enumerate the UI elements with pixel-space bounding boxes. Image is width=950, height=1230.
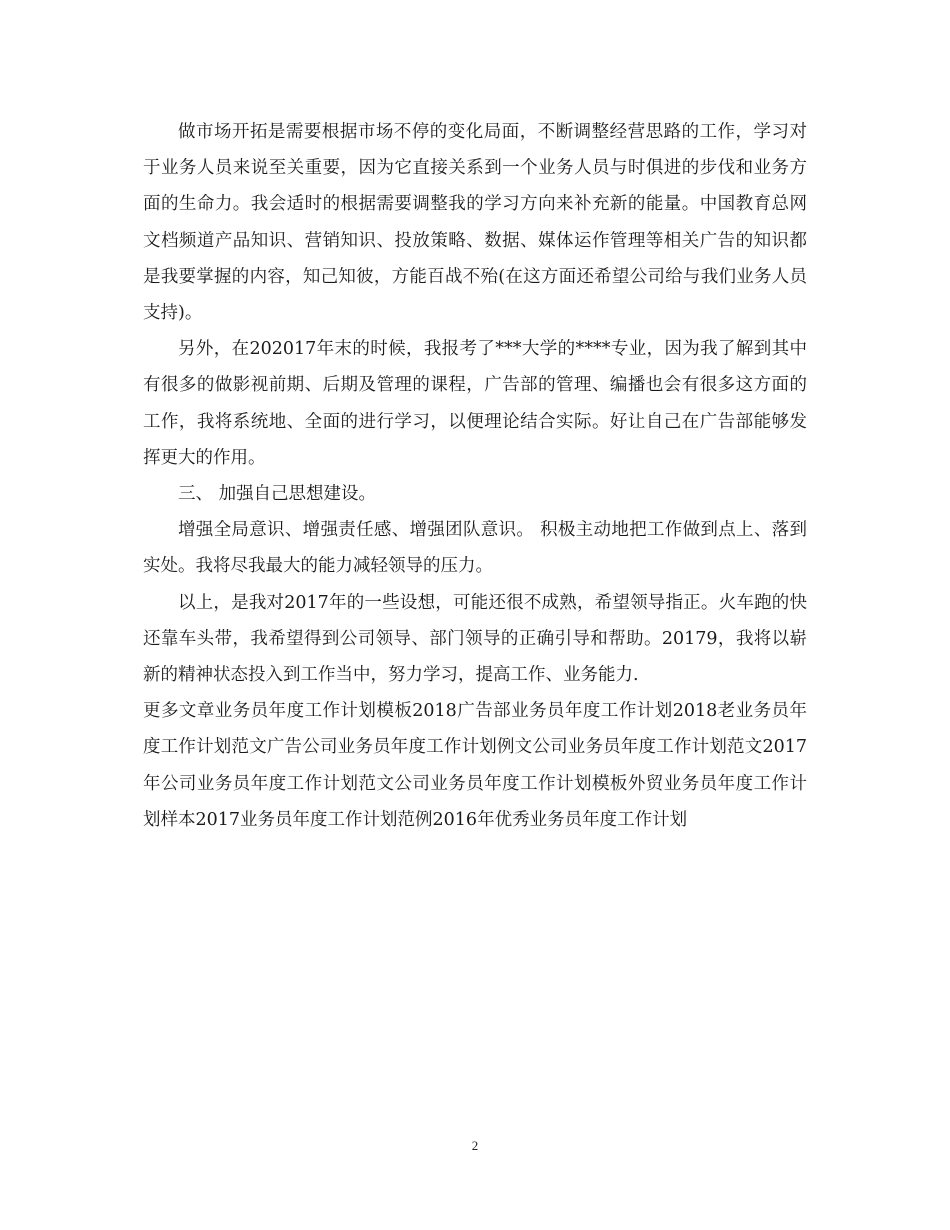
paragraph-university-study: 另外，在202017年末的时候，我报考了***大学的****专业，因为我了解到其中有很多的做影视前期、后期及管理的课程，广告部的管理、编播也会有很多这方面的工作，我将系统地、全面的进行学习，以便理论结合实际。好让自己在广告部能够发挥更大的作用。 — [143, 339, 807, 468]
paragraph-team-awareness: 增强全局意识、增强责任感、增强团队意识。 积极主动地把工作做到点上、落到实处。我将尽我最大的能力减轻领导的压力。 — [143, 520, 807, 577]
section-heading-thought-building: 三、 加强自己思想建设。 — [178, 484, 377, 505]
document-body — [143, 114, 807, 838]
paragraph-market-learning: 做市场开拓是需要根据市场不停的变化局面，不断调整经营思路的工作，学习对于业务人员来说至关重要，因为它直接关系到一个业务人员与时俱进的步伐和业务方面的生命力。我会适时的根据需要调整我的学习方向来补充新的能量。中国教育总网文档频道产品知识、营销知识、投放策略、数据、媒体运作管理等相关广告的知识都是我要掌握的内容，知己知彼，方能百战不殆(在这方面还希望公司给与我们业务人员支持)。 — [143, 122, 807, 324]
related-articles-list: 更多文章业务员年度工作计划模板2018广告部业务员年度工作计划2018老业务员年度工作计划范文广告公司业务员年度工作计划例文公司业务员年度工作计划范文2017年公司业务员年度工作计划范文公司业务员年度工作计划模板外贸业务员年度工作计划样本2017业务员年度工作计划范例2016年优秀业务员年度工作计划 — [143, 701, 807, 830]
paragraph-conclusion: 以上，是我对2017年的一些设想，可能还很不成熟，希望领导指正。火车跑的快还靠车头带，我希望得到公司领导、部门领导的正确引导和帮助。20179，我将以崭新的精神状态投入到工作当中，努力学习，提高工作、业务能力. — [143, 592, 807, 686]
page-number: 2 — [471, 1138, 479, 1153]
